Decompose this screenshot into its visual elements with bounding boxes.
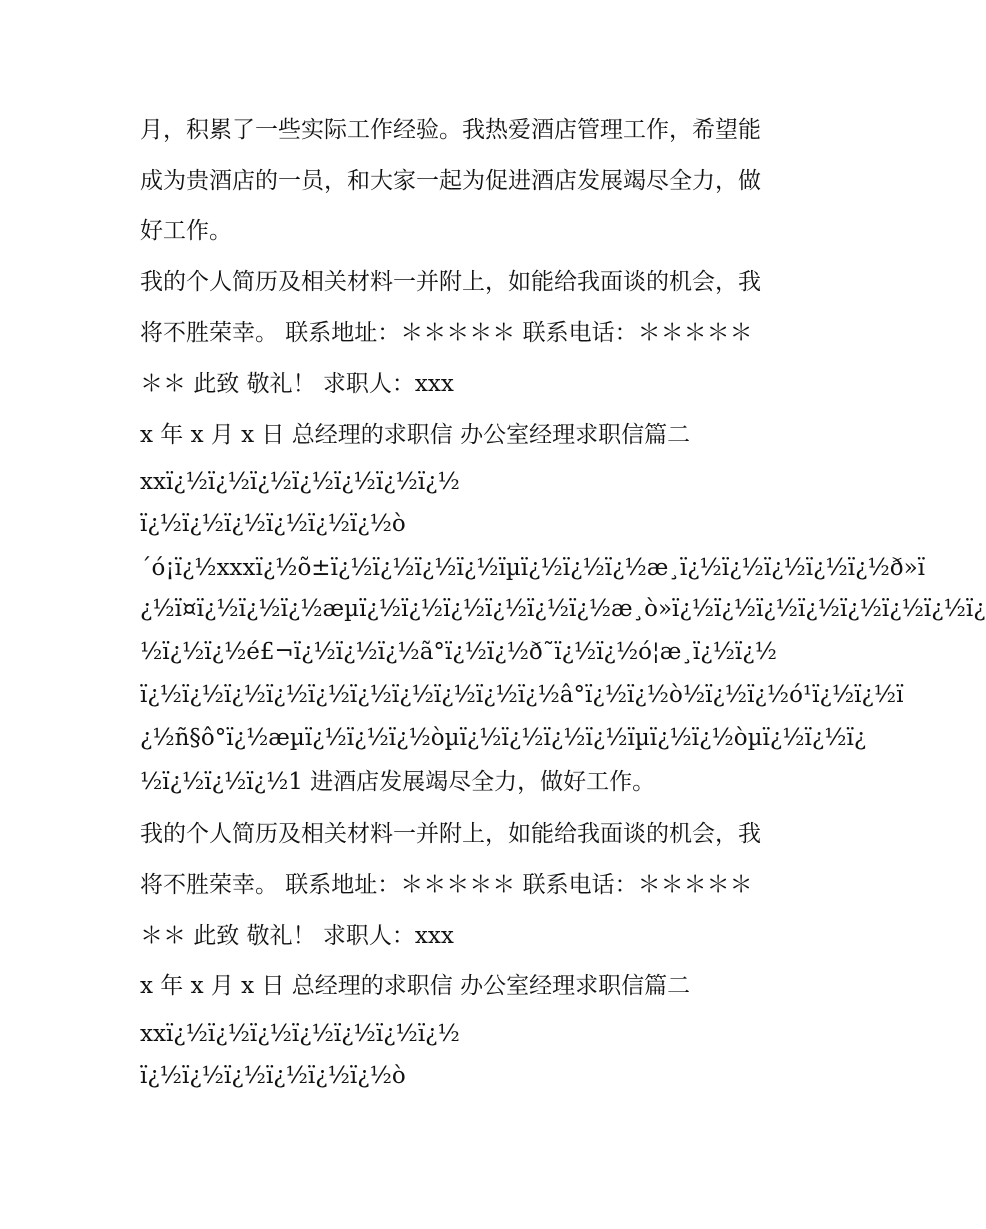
paragraph-line: ＊＊ 此致 敬礼！ 求职人：xxx xyxy=(140,371,454,397)
garbled-line: ´ó¡ï¿½xxxï¿½õ±ï¿½ï¿½ï¿½ï¿½ïµï¿½ï¿½ï¿½æ¸ï¿½ï¿½ï¿½ï¿½ï¿½ð»ï xyxy=(140,555,926,581)
heading-line: x 年 x 月 x 日 总经理的求职信 办公室经理求职信篇二 xyxy=(140,422,691,448)
paragraph-line: 我的个人简历及相关材料一并附上，如能给我面谈的机会，我 xyxy=(140,821,761,847)
garbled-line: ï¿½ï¿½ï¿½ï¿½ï¿½ï¿½ò xyxy=(140,511,406,537)
paragraph-line: 将不胜荣幸。 联系地址：＊＊＊＊＊ 联系电话：＊＊＊＊＊ xyxy=(140,872,753,898)
garbled-line: ¿½ï¤ï¿½ï¿½ï¿½æµï¿½ï¿½ï¿½ï¿½ï¿½ï¿½æ¸ò»ï¿½ï¿½ï¿½ï¿½ï¿½ï¿½ï¿½ï¿ xyxy=(140,596,986,622)
garbled-line: xxï¿½ï¿½ï¿½ï¿½ï¿½ï¿½ï¿½ xyxy=(140,469,460,495)
paragraph-line: 将不胜荣幸。 联系地址：＊＊＊＊＊ 联系电话：＊＊＊＊＊ xyxy=(140,320,753,346)
garbled-line: ¿½ñ§ô°ï¿½æµï¿½ï¿½ï¿½òµï¿½ï¿½ï¿½ï¿½ïµï¿½ï¿½òµï¿½ï¿½ï¿ xyxy=(140,725,867,751)
heading-line: x 年 x 月 x 日 总经理的求职信 办公室经理求职信篇二 xyxy=(140,973,691,999)
garbled-line: xxï¿½ï¿½ï¿½ï¿½ï¿½ï¿½ï¿½ xyxy=(140,1021,460,1047)
garbled-line: ï¿½ï¿½ï¿½ï¿½ï¿½ï¿½ò xyxy=(140,1063,406,1089)
paragraph-line: ＊＊ 此致 敬礼！ 求职人：xxx xyxy=(140,923,454,949)
paragraph-line: 好工作。 xyxy=(140,218,232,244)
garbled-line: ½ï¿½ï¿½é£¬ï¿½ï¿½ï¿½ã°ï¿½ï¿½ð˜ï¿½ï¿½ó¦æ¸ï¿½ï¿½ xyxy=(140,639,777,665)
paragraph-line: 我的个人简历及相关材料一并附上，如能给我面谈的机会，我 xyxy=(140,269,761,295)
paragraph-line: 月，积累了一些实际工作经验。我热爱酒店管理工作，希望能 xyxy=(140,117,761,143)
paragraph-line: 成为贵酒店的一员，和大家一起为促进酒店发展竭尽全力，做 xyxy=(140,168,761,194)
paragraph-line: ½ï¿½ï¿½ï¿½1 进酒店发展竭尽全力，做好工作。 xyxy=(140,769,656,795)
garbled-line: ï¿½ï¿½ï¿½ï¿½ï¿½ï¿½ï¿½ï¿½ï¿½ï¿½â°ï¿½ï¿½ò½ï¿½ï¿½ó¹ï¿½ï¿½ï xyxy=(140,682,904,708)
